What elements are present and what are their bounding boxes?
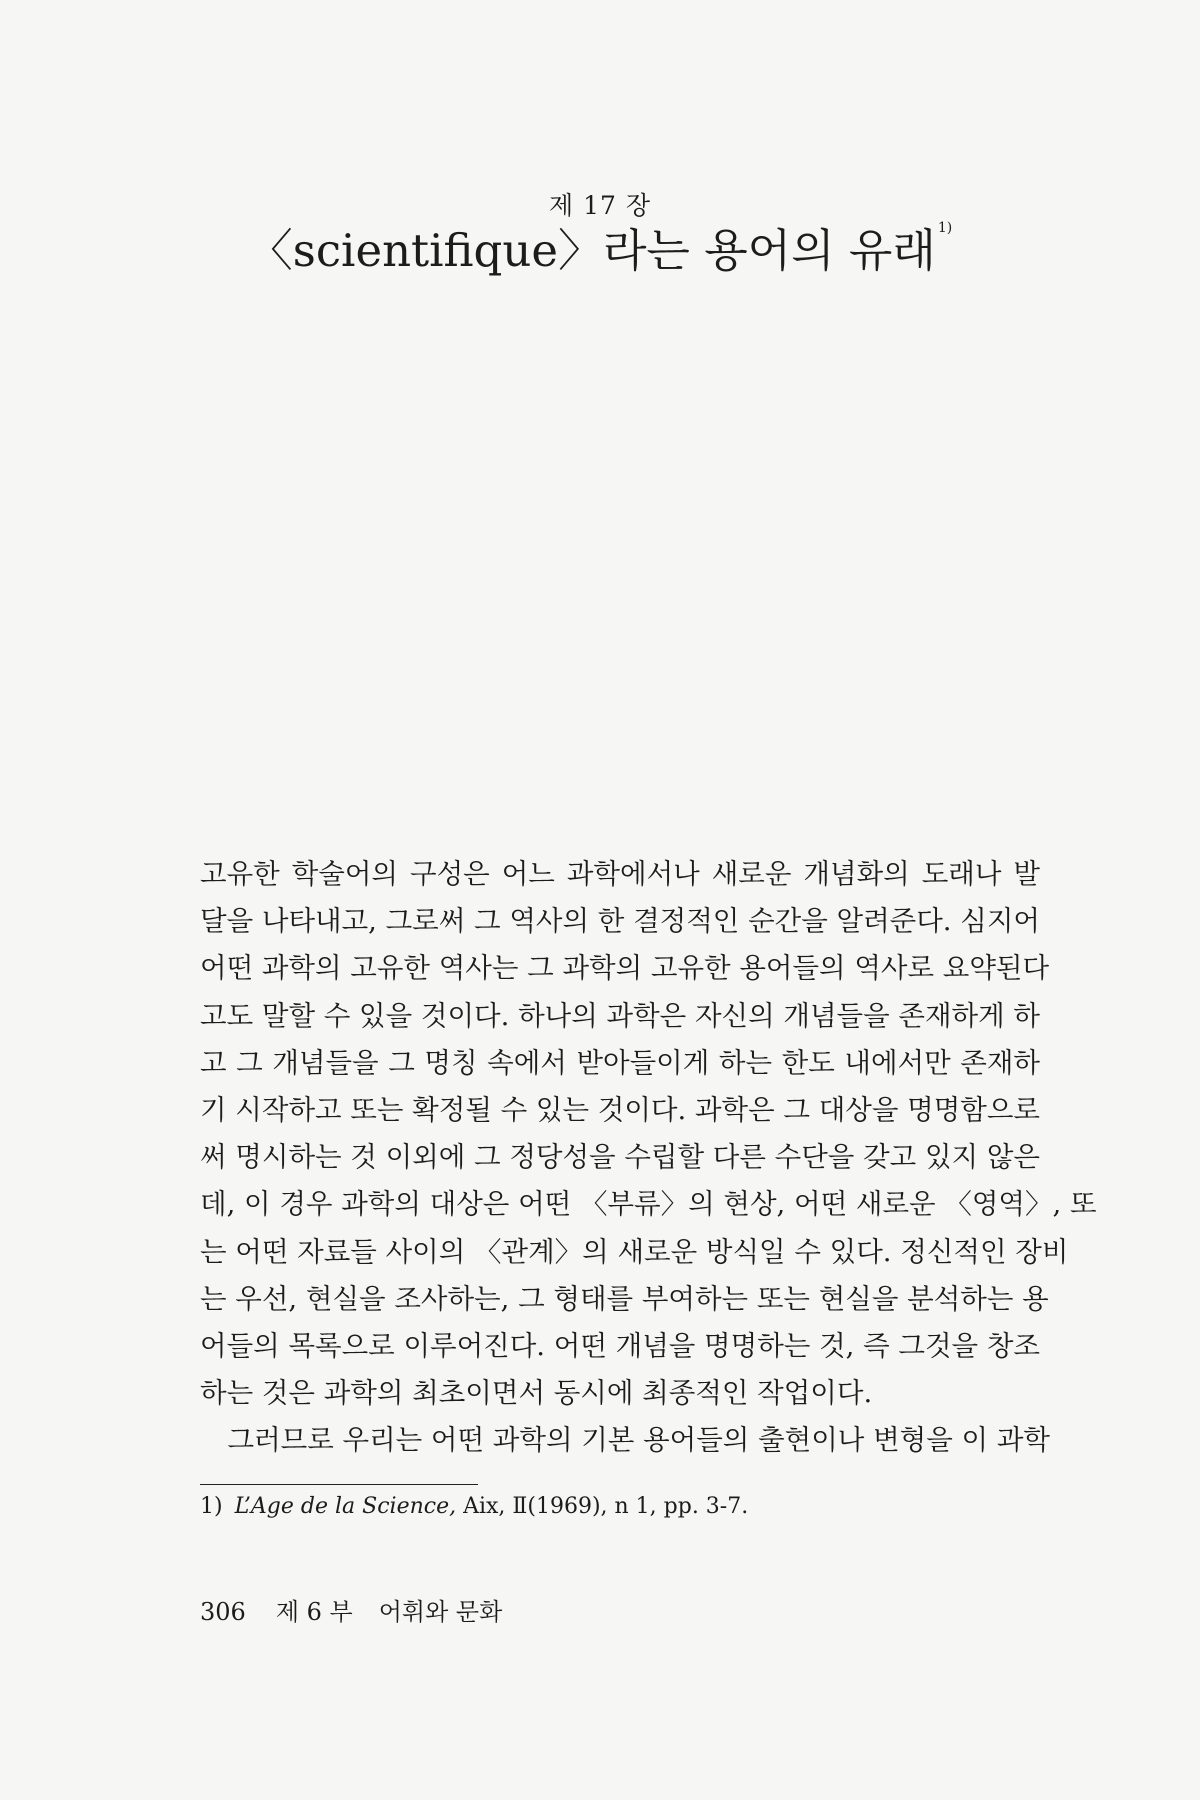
body-line: 데, 이 경우 과학의 대상은 어떤 〈부류〉의 현상, 어떤 새로운 〈영역〉, 또	[200, 1188, 1097, 1221]
body-line: 고도 말할 수 있을 것이다. 하나의 과학은 자신의 개념들을 존재하게 하	[200, 999, 1040, 1032]
page-footer	[200, 1592, 502, 1627]
footnote-marker: 1)	[937, 220, 953, 236]
chapter-title-text: 〈scientifique〉라는 용어의 유래	[247, 224, 936, 277]
footnote-source-title: L’Age de la Science,	[234, 1494, 457, 1519]
body-line: 써 명시하는 것 이외에 그 정당성을 수립할 다른 수단을 갖고 있지 않은	[200, 1141, 1040, 1174]
section-label: 어휘와 문화	[378, 1598, 503, 1626]
body-line: 는 우선, 현실을 조사하는, 그 형태를 부여하는 또는 현실을 분석하는 용	[200, 1282, 1049, 1315]
body-line: 기 시작하고 또는 확정될 수 있는 것이다. 과학은 그 대상을 명명함으로	[200, 1093, 1040, 1126]
body-line: 고 그 개념들을 그 명칭 속에서 받아들이게 하는 한도 내에서만 존재하	[200, 1046, 1040, 1079]
chapter-number: 제 17 장	[548, 191, 651, 220]
body-line: 그러므로 우리는 어떤 과학의 기본 용어들의 출현이나 변형을 이 과학	[200, 1424, 1050, 1457]
body-line: 하는 것은 과학의 최초이면서 동시에 최종적인 작업이다.	[200, 1377, 873, 1410]
footnote-divider	[200, 1484, 478, 1485]
body-line: 고유한 학술어의 구성은 어느 과학에서나 새로운 개념화의 도래나 발	[200, 858, 1040, 890]
footnote-source-details: Aix, Ⅱ(1969), n 1, pp. 3-7.	[456, 1494, 749, 1519]
body-line: 어떤 과학의 고유한 역사는 그 과학의 고유한 용어들의 역사로 요약된다	[200, 952, 1050, 985]
part-label: 제 6 부	[275, 1598, 353, 1626]
footnote	[200, 1494, 748, 1519]
body-line: 는 어떤 자료들 사이의 〈관계〉의 새로운 방식일 수 있다. 정신적인 장비	[200, 1235, 1069, 1268]
footnote-number: 1)	[200, 1494, 223, 1519]
page-number: 306	[200, 1598, 246, 1626]
body-line: 달을 나타내고, 그로써 그 역사의 한 결정적인 순간을 알려준다. 심지어	[200, 905, 1040, 938]
body-line: 어들의 목록으로 이루어진다. 어떤 개념을 명명하는 것, 즉 그것을 창조	[200, 1329, 1040, 1362]
body-text	[200, 851, 1097, 1464]
chapter-title	[0, 214, 1200, 279]
